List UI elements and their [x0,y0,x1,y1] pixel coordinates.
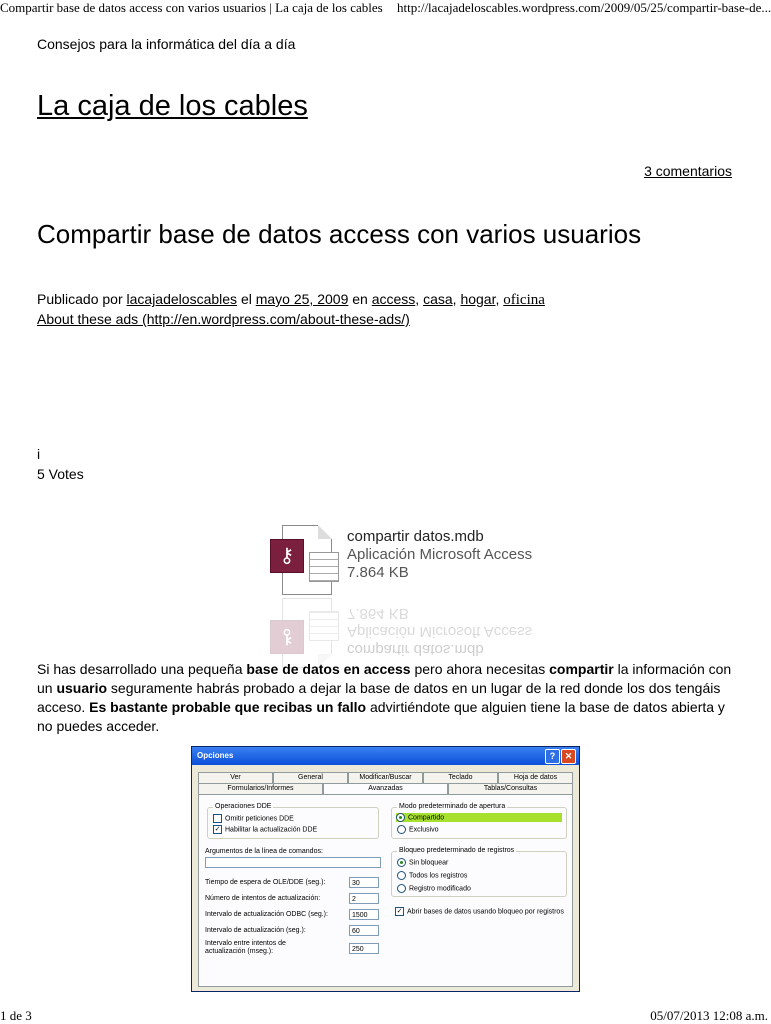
checkmark-icon: ✓ [396,908,403,915]
site-tagline: Consejos para la informática del día a día [37,36,296,52]
text-run: la información con un [37,661,732,696]
file-app: Aplicación Microsoft Access [347,546,533,563]
rating-block [37,444,84,484]
radio-empty-icon [397,871,406,880]
ole-timeout-input[interactable]: 30 [349,877,379,888]
update-retries-label: Número de intentos de actualización: [205,895,321,902]
refresh-interval-input[interactable]: 60 [349,925,379,936]
bold-text: usuario [56,680,108,696]
category-link-oficina[interactable]: oficina [503,292,545,308]
odbc-refresh-input[interactable]: 1500 [349,909,379,920]
radio-empty-icon [397,825,406,834]
dde-group [207,803,379,839]
text-run: seguramente habrás probado a dejar la base de datos en un lugar de la red donde los dos tengáis acceso. [37,680,721,715]
checkbox-empty-icon [213,814,222,823]
dialog-titlebar [192,747,579,765]
post-meta: Publicado por lacajadeloscables el mayo 25, 2009 en access, casa, hogar, oficina About these ads (http://en.wordpress.com/about-these-ads/) [37,291,545,327]
record-locking-legend: Bloqueo predeterminado de registros [399,847,515,854]
el-label: el [240,291,252,307]
tab-modificar-buscar[interactable]: Modificar/Buscar [348,772,423,783]
tab-teclado[interactable]: Teclado [423,772,498,783]
refresh-interval-label: Intervalo de actualización (seg.): [205,927,306,934]
site-title-link[interactable]: La caja de los cables [37,90,308,122]
checkmark-icon: ✓ [214,826,221,833]
radio-selected-icon [397,858,406,867]
no-lock-radio[interactable]: Sin bloquear [397,858,448,867]
radio-empty-icon [397,884,406,893]
tab-formularios-informes[interactable]: Formularios/Informes [198,783,323,794]
retry-interval-input[interactable]: 250 [349,943,379,954]
category-link-hogar[interactable]: hogar [460,291,496,307]
record-lock-checkbox[interactable]: ✓ Abrir bases de datos usando bloqueo por registros [396,908,564,916]
advanced-panel [198,794,573,987]
tab-tablas-consultas[interactable]: Tablas/Consultas [448,783,573,794]
rating-icon[interactable]: i [37,446,41,462]
published-by-label: Publicado por [37,291,123,307]
radio-selected-icon [396,813,405,822]
print-header-url: http://lacajadeloscables.wordpress.com/2009/05/25/compartir-base-de... [397,0,771,15]
omit-dde-checkbox[interactable]: Omitir peticiones DDE [213,814,294,823]
bold-text: Es bastante probable que recibas un fallo [89,699,367,715]
access-key-icon: ⚷ [279,545,295,567]
edited-record-radio[interactable]: Registro modificado [397,884,471,893]
text-run: advirtiéndote que alguien tiene la base de datos abierta y no puedes acceder. [37,699,725,734]
post-paragraph [37,660,737,736]
text-run: Si has desarrollado una pequeña [37,661,247,677]
retry-interval-label-2: actualización (mseg.): [205,948,274,955]
enable-dde-checkbox[interactable]: ✓ Habilitar la actualización DDE [214,826,318,834]
file-reflection: ⚷ compartir datos.mdb Aplicación Microsoft Access 7.864 KB [265,596,555,648]
page-number: 1 de 3 [0,1008,32,1023]
dialog-title: Opciones [197,751,234,760]
record-locking-group [391,847,567,897]
tab-general[interactable]: General [273,772,348,783]
file-size: 7.864 KB [347,564,409,581]
print-datetime: 05/07/2013 12:08 a.m. [650,1008,768,1023]
comments-link[interactable]: 3 comentarios [644,163,732,179]
file-name: compartir datos.mdb [347,528,484,545]
ole-timeout-label: Tiempo de espera de OLE/DDE (seg.): [205,879,326,886]
open-mode-group [391,803,567,839]
all-records-radio[interactable]: Todos los registros [397,871,467,880]
update-retries-input[interactable]: 2 [349,893,379,904]
date-link[interactable]: mayo 25, 2009 [255,291,349,307]
votes-count: 5 Votes [37,466,84,482]
about-ads-link[interactable]: About these ads (http://en.wordpress.com/about-these-ads/) [37,311,410,327]
bold-text: base de datos en access [246,661,411,677]
exclusive-radio[interactable]: Exclusivo [397,825,439,834]
tabs-row-2 [198,783,573,794]
category-link-access[interactable]: access [371,291,416,307]
access-file-image [265,518,555,658]
category-link-casa[interactable]: casa [423,291,453,307]
close-button[interactable]: ✕ [561,749,576,764]
odbc-refresh-label: Intervalo de actualización ODBC (seg.): [205,911,328,918]
tab-hoja-de-datos[interactable]: Hoja de datos [498,772,573,783]
tab-avanzadas[interactable]: Avanzadas [323,783,448,794]
open-mode-legend: Modo predeterminado de apertura [399,803,506,810]
cmd-args-input[interactable] [205,857,381,868]
help-button[interactable]: ? [545,749,560,764]
dde-legend: Operaciones DDE [215,803,272,810]
options-dialog [191,746,580,992]
access-file-icon [270,525,332,597]
tab-ver[interactable]: Ver [198,772,273,783]
post-title: Compartir base de datos access con varios usuarios [37,219,642,249]
en-label: en [352,291,368,307]
bold-text: compartir [549,661,614,677]
author-link[interactable]: lacajadeloscables [126,291,238,307]
tabs-row-1 [198,772,573,783]
retry-interval-label: Intervalo entre intentos de [205,940,286,947]
cmd-args-label: Argumentos de la línea de comandos: [205,848,323,855]
text-run: pero ahora necesitas [410,661,550,677]
print-header-title: Compartir base de datos access con varios usuarios | La caja de los cables [0,0,383,15]
shared-radio[interactable]: Compartido [396,813,562,822]
